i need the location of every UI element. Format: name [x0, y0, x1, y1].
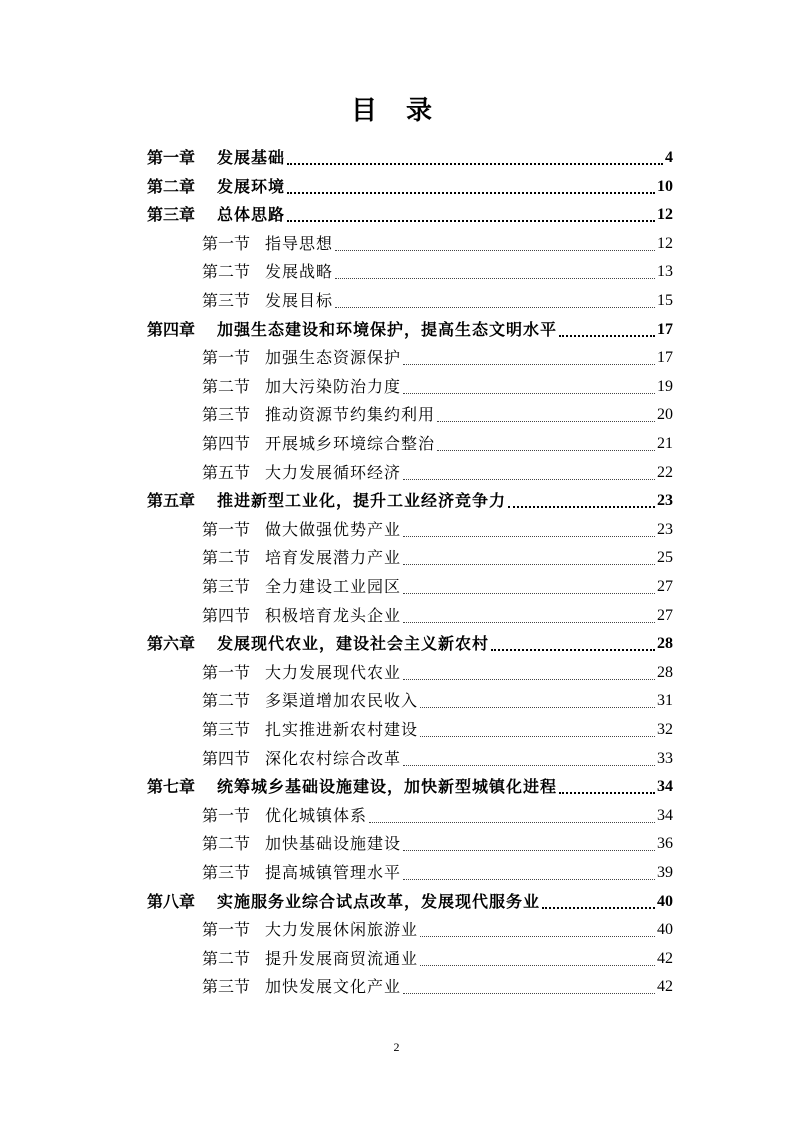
toc-entry-number: 第二节	[202, 376, 251, 396]
toc-entry-page: 36	[657, 835, 673, 853]
toc-entry-page: 33	[657, 749, 673, 767]
toc-entry-title: 开展城乡环境综合整治	[265, 434, 436, 453]
toc-entry-number: 第五章	[147, 491, 196, 511]
toc-entry-page: 12	[657, 206, 673, 224]
toc-entry-page: 21	[657, 435, 673, 452]
toc-entry-number: 第三节	[202, 405, 251, 425]
toc-entry-title: 优化城镇体系	[265, 805, 368, 825]
toc-entry-page: 10	[657, 177, 673, 195]
dot-leader	[437, 421, 655, 422]
toc-entry-number: 第二节	[202, 262, 251, 282]
dot-leader	[403, 393, 655, 394]
dot-leader	[403, 679, 655, 680]
toc-entry-title: 大力发展循环经济	[265, 462, 402, 482]
toc-entry-number: 第二节	[202, 548, 251, 568]
dot-leader	[369, 822, 655, 823]
toc-entry-number: 第一章	[147, 148, 196, 167]
toc-section-entry[interactable]	[202, 917, 673, 943]
toc-entry-page: 31	[657, 692, 673, 710]
toc-entry-page: 40	[657, 892, 673, 910]
toc-entry-page: 23	[657, 492, 673, 510]
dot-leader	[437, 450, 655, 451]
toc-entry-number: 第六章	[147, 634, 196, 654]
toc-entry-page: 4	[665, 149, 673, 166]
dot-leader	[508, 506, 655, 508]
dot-leader	[335, 250, 655, 251]
toc-entry-number: 第一节	[202, 805, 251, 825]
toc-section-entry[interactable]	[202, 374, 673, 400]
toc-entry-page: 19	[657, 377, 673, 395]
toc-entry-number: 第四节	[202, 748, 251, 768]
toc-chapter-entry[interactable]	[147, 202, 673, 228]
toc-entry-page: 20	[657, 406, 673, 424]
toc-section-entry[interactable]	[202, 231, 673, 257]
dot-leader	[403, 850, 655, 851]
toc-entry-page: 40	[657, 921, 673, 939]
dot-leader	[403, 879, 655, 880]
toc-entry-title: 提高城镇管理水平	[265, 863, 402, 882]
toc-section-entry[interactable]	[202, 288, 673, 314]
toc-entry-number: 第二节	[202, 948, 251, 968]
toc-entry-page: 12	[657, 234, 673, 252]
toc-entry-title: 多渠道增加农民收入	[265, 691, 419, 711]
toc-entry-page: 13	[657, 263, 673, 281]
toc-entry-number: 第三节	[202, 863, 251, 882]
dot-leader	[287, 220, 655, 222]
toc-section-entry[interactable]	[202, 402, 673, 428]
toc-entry-title: 大力发展休闲旅游业	[265, 920, 419, 940]
toc-entry-title: 加强生态资源保护	[265, 348, 402, 368]
dot-leader	[403, 622, 655, 623]
toc-section-entry[interactable]	[202, 860, 673, 886]
dot-leader	[420, 965, 655, 966]
dot-leader	[420, 936, 655, 937]
toc-entry-title: 指导思想	[265, 233, 334, 253]
toc-entry-page: 27	[657, 578, 673, 595]
dot-leader	[403, 765, 655, 766]
toc-entry-number: 第二节	[202, 691, 251, 711]
dot-leader	[403, 479, 655, 480]
page-number: 2	[393, 1040, 400, 1054]
toc-entry-title: 实施服务业综合试点改革，发展现代服务业	[217, 891, 541, 911]
toc-section-entry[interactable]	[202, 574, 673, 600]
toc-section-entry[interactable]	[202, 259, 673, 285]
toc-entry-title: 发展环境	[217, 176, 286, 196]
toc-entry-page: 17	[657, 320, 673, 338]
toc-entry-number: 第三节	[202, 720, 251, 739]
toc-entry-title: 发展目标	[265, 291, 334, 310]
toc-chapter-entry[interactable]	[147, 889, 673, 915]
dot-leader	[403, 536, 655, 537]
toc-entry-number: 第一节	[202, 233, 251, 253]
toc-entry-number: 第八章	[147, 891, 196, 911]
toc-entry-number: 第二章	[147, 176, 196, 196]
toc-entry-number: 第三节	[202, 577, 251, 596]
toc-entry-page: 42	[657, 949, 673, 967]
toc-chapter-entry[interactable]	[147, 488, 673, 514]
toc-entry-page: 28	[657, 635, 673, 653]
toc-entry-title: 加快基础设施建设	[265, 834, 402, 854]
toc-section-entry[interactable]	[202, 603, 673, 629]
toc-entry-page: 15	[657, 292, 673, 309]
toc-section-entry[interactable]	[202, 974, 673, 1000]
toc-section-entry[interactable]	[202, 803, 673, 829]
toc-entry-title: 推进新型工业化，提升工业经济竞争力	[217, 491, 507, 511]
dot-leader	[403, 564, 655, 565]
dot-leader	[287, 163, 663, 165]
toc-entry-number: 第四节	[202, 434, 251, 453]
toc-entry-title: 发展战略	[265, 262, 334, 282]
toc-section-entry[interactable]	[202, 431, 673, 457]
toc-entry-page: 27	[657, 606, 673, 624]
toc-entry-title: 扎实推进新农村建设	[265, 720, 419, 739]
dot-leader	[420, 707, 655, 708]
toc-entry-title: 加大污染防治力度	[265, 376, 402, 396]
toc-entry-title: 全力建设工业园区	[265, 577, 402, 596]
toc-section-entry[interactable]	[202, 460, 673, 486]
toc-entry-page: 39	[657, 864, 673, 881]
toc-entry-number: 第一节	[202, 348, 251, 368]
toc-entry-number: 第三节	[202, 977, 251, 997]
dot-leader	[420, 736, 655, 737]
toc-entry-page: 23	[657, 520, 673, 538]
toc-section-entry[interactable]	[202, 517, 673, 543]
toc-chapter-entry[interactable]	[147, 774, 673, 800]
toc-entry-number: 第三节	[202, 291, 251, 310]
dot-leader	[403, 364, 655, 365]
toc-section-entry[interactable]	[202, 831, 673, 857]
dot-leader	[335, 278, 655, 279]
toc-chapter-entry[interactable]	[147, 631, 673, 657]
toc-chapter-entry[interactable]	[147, 317, 673, 343]
toc-chapter-entry[interactable]	[147, 174, 673, 200]
toc-entry-title: 大力发展现代农业	[265, 662, 402, 682]
toc-entry-page: 25	[657, 549, 673, 567]
toc-entry-title: 加快发展文化产业	[265, 977, 402, 997]
toc-entry-number: 第四节	[202, 605, 251, 625]
toc-entry-number: 第四章	[147, 319, 196, 339]
toc-entry-number: 第五节	[202, 462, 251, 482]
toc-entry-title: 提升发展商贸流通业	[265, 948, 419, 968]
toc-entry-number: 第七章	[147, 777, 196, 797]
toc-entry-title: 积极培育龙头企业	[265, 605, 402, 625]
toc-section-entry[interactable]	[202, 688, 673, 714]
toc-entry-title: 推动资源节约集约利用	[265, 405, 436, 425]
toc-entry-page: 32	[657, 721, 673, 738]
toc-entry-title: 发展基础	[217, 148, 286, 167]
toc-entry-number: 第二节	[202, 834, 251, 854]
toc-section-entry[interactable]	[202, 660, 673, 686]
toc-entry-page: 17	[657, 349, 673, 367]
toc-entry-page: 28	[657, 663, 673, 681]
dot-leader	[403, 993, 655, 994]
toc-section-entry[interactable]	[202, 345, 673, 371]
dot-leader	[403, 593, 655, 594]
toc-entry-title: 做大做强优势产业	[265, 519, 402, 539]
toc-entry-title: 统筹城乡基础设施建设，加快新型城镇化进程	[217, 777, 558, 797]
toc-entry-page: 22	[657, 463, 673, 481]
toc-entry-title: 深化农村综合改革	[265, 748, 402, 768]
toc-entry-number: 第一节	[202, 662, 251, 682]
toc-entry-page: 42	[657, 978, 673, 996]
dot-leader	[542, 907, 655, 909]
toc-section-entry[interactable]	[202, 946, 673, 972]
toc-entry-number: 第三章	[147, 205, 196, 225]
toc-entry-title: 培育发展潜力产业	[265, 548, 402, 568]
toc-section-entry[interactable]	[202, 746, 673, 772]
toc-entry-number: 第一节	[202, 519, 251, 539]
toc-entry-title: 加强生态建设和环境保护，提高生态文明水平	[217, 319, 558, 339]
toc-entry-page: 34	[657, 806, 673, 824]
toc-section-entry[interactable]	[202, 545, 673, 571]
dot-leader	[559, 335, 655, 337]
toc-entry-number: 第一节	[202, 920, 251, 940]
toc-chapter-entry[interactable]	[147, 145, 673, 171]
dot-leader	[559, 792, 655, 794]
toc-entry-title: 总体思路	[217, 205, 286, 225]
dot-leader	[335, 307, 655, 308]
toc-section-entry[interactable]	[202, 717, 673, 743]
toc-entry-page: 34	[657, 778, 673, 796]
dot-leader	[491, 649, 655, 651]
toc-title: 目 录	[350, 96, 443, 126]
toc-entry-title: 发展现代农业，建设社会主义新农村	[217, 634, 490, 654]
dot-leader	[287, 192, 655, 194]
